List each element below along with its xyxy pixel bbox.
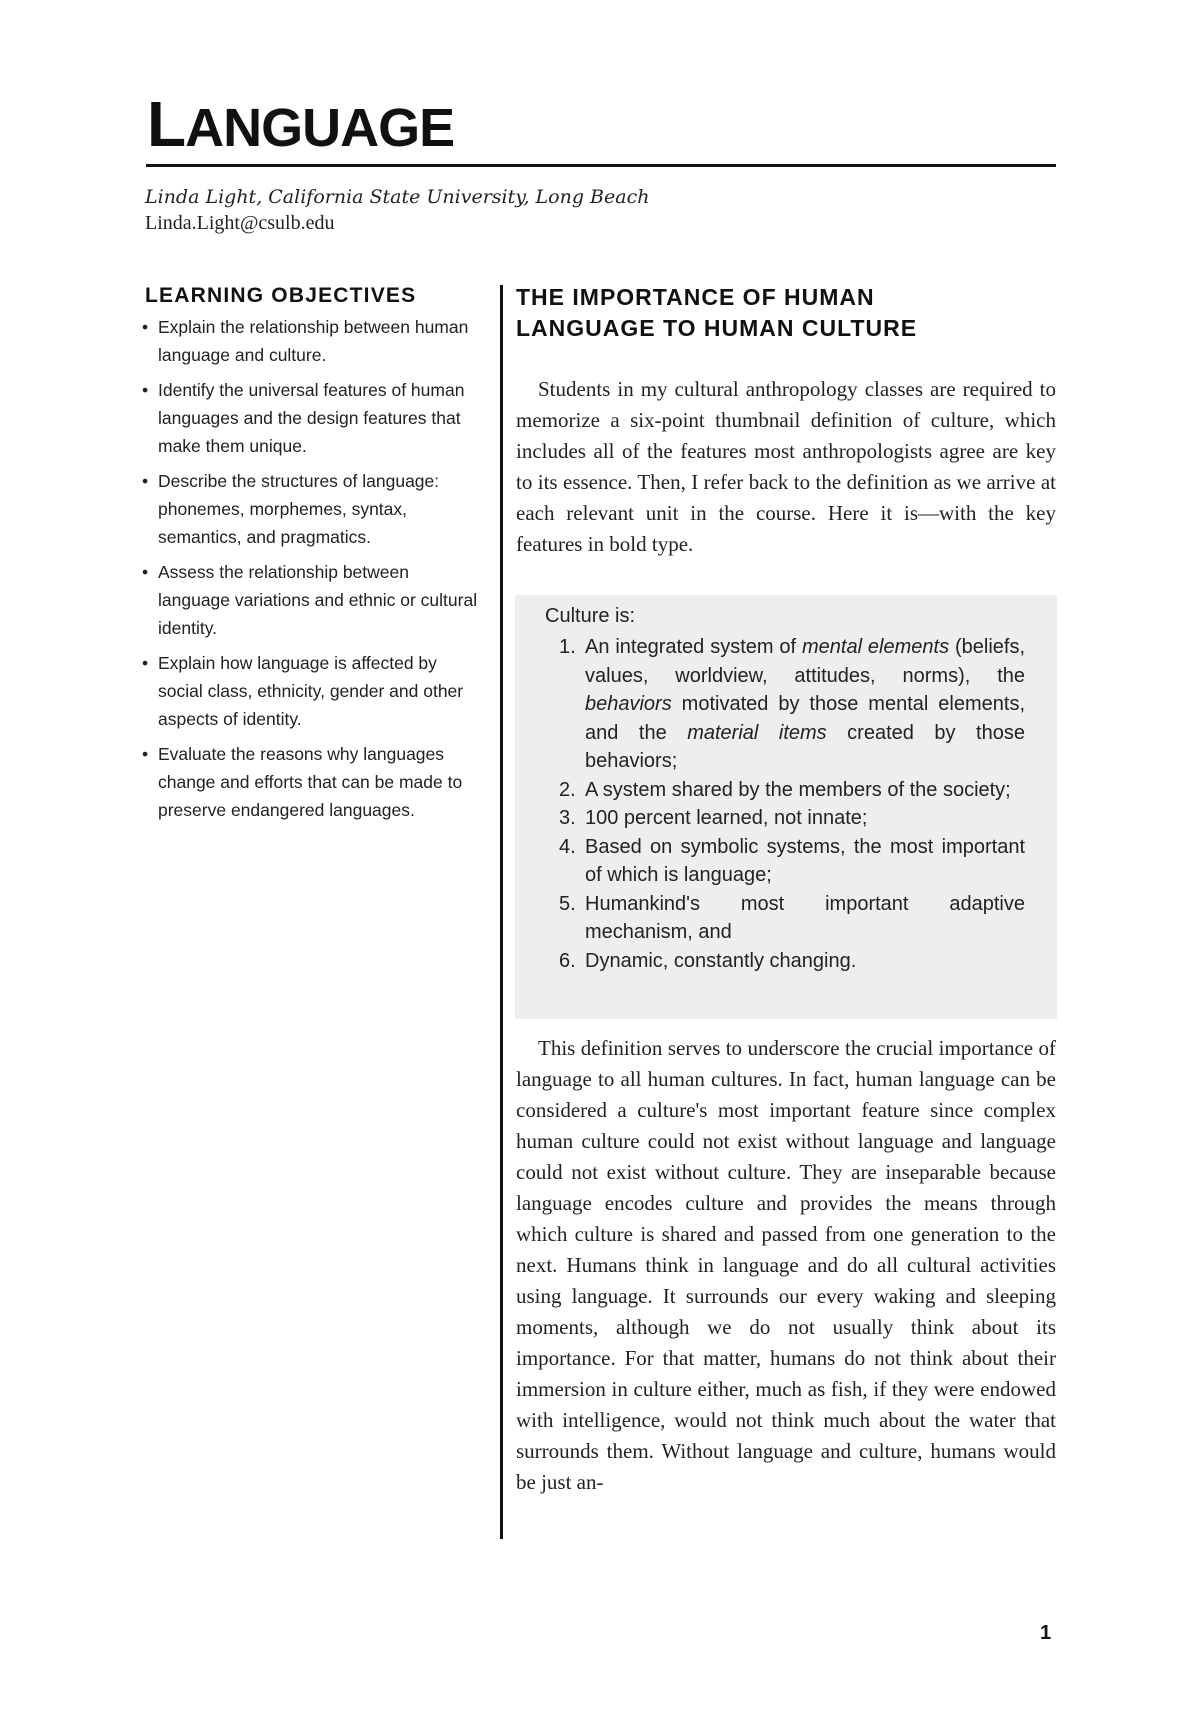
list-item: • Describe the structures of language: phonemes, morphemes, syntax, semantics, and pragmatics. <box>140 467 485 551</box>
bullet-icon: • <box>142 317 149 337</box>
chapter-title: LANGUAGE <box>147 88 455 160</box>
learning-objectives-list <box>140 313 485 831</box>
list-item: • Evaluate the reasons why languages change and efforts that can be made to preserve endangered languages. <box>140 740 485 824</box>
body-paragraph-1: Students in my cultural anthropology classes are required to memorize a six-point thumbnail definition of culture, which includes all of the features most anthropologists agree are key to its essence. Then, I refer back to the definition as we arrive at each relevant unit in the course. Here it is—with the key features in bold type. <box>516 377 1056 556</box>
bullet-icon: • <box>142 744 149 764</box>
culture-box-title: Culture is: <box>545 605 636 627</box>
culture-definition-list <box>559 633 1025 975</box>
body-paragraph-2: This definition serves to underscore the crucial importance of language to all human cultures. In fact, human language can be considered a culture's most important feature since complex human culture could not exist without language and language could not exist without culture. They are inseparable because language encodes culture and provides the means through which culture is shared and passed from one generation to the next. Humans think in language and do all cultural activities using language. It surrounds our every waking and sleeping moments, although we do not usually think about its importance. For that matter, humans do not think about their immersion in culture either, much as fish, if they were endowed with intelligence, would not think much about the water that surrounds them. Without language and culture, humans would be just an- <box>516 1036 1056 1494</box>
list-item: 4. Based on symbolic systems, the most important of which is language; <box>559 835 1025 886</box>
bullet-icon: • <box>142 653 149 673</box>
list-item: 5. Humankind's most important adaptive mechanism, and <box>559 892 1025 943</box>
list-item: • Explain the relationship between human language and culture. <box>140 313 485 369</box>
list-item: 2. A system shared by the members of the society; <box>559 778 1011 801</box>
bullet-icon: • <box>142 562 149 582</box>
list-item: • Identify the universal features of human languages and the design features that make them unique. <box>140 376 485 460</box>
page-number: 1 <box>1040 1622 1052 1644</box>
list-item: • Assess the relationship between language variations and ethnic or cultural identity. <box>140 558 485 642</box>
list-item: 1. An integrated system of mental elements (beliefs, values, worldview, attitudes, norms), the behaviors motivated by those mental elements, and the material items created by those behaviors; <box>559 636 1025 772</box>
learning-objectives-heading: LEARNING OBJECTIVES <box>145 284 417 307</box>
list-item: 3. 100 percent learned, not innate; <box>559 807 868 829</box>
author-line: Linda Light, California State University, Long Beach <box>145 186 650 208</box>
culture-definition-box <box>515 595 1057 1019</box>
author-email: Linda.Light@csulb.edu <box>145 212 335 234</box>
bullet-icon: • <box>142 471 149 491</box>
bullet-icon: • <box>142 380 149 400</box>
section-heading: THE IMPORTANCE OF HUMAN LANGUAGE TO HUMAN CULTURE <box>516 284 918 341</box>
title-rule <box>146 164 1056 167</box>
list-item: 6. Dynamic, constantly changing. <box>559 949 857 972</box>
list-item: • Explain how language is affected by social class, ethnicity, gender and other aspects of identity. <box>140 649 485 733</box>
column-divider <box>500 285 503 1539</box>
